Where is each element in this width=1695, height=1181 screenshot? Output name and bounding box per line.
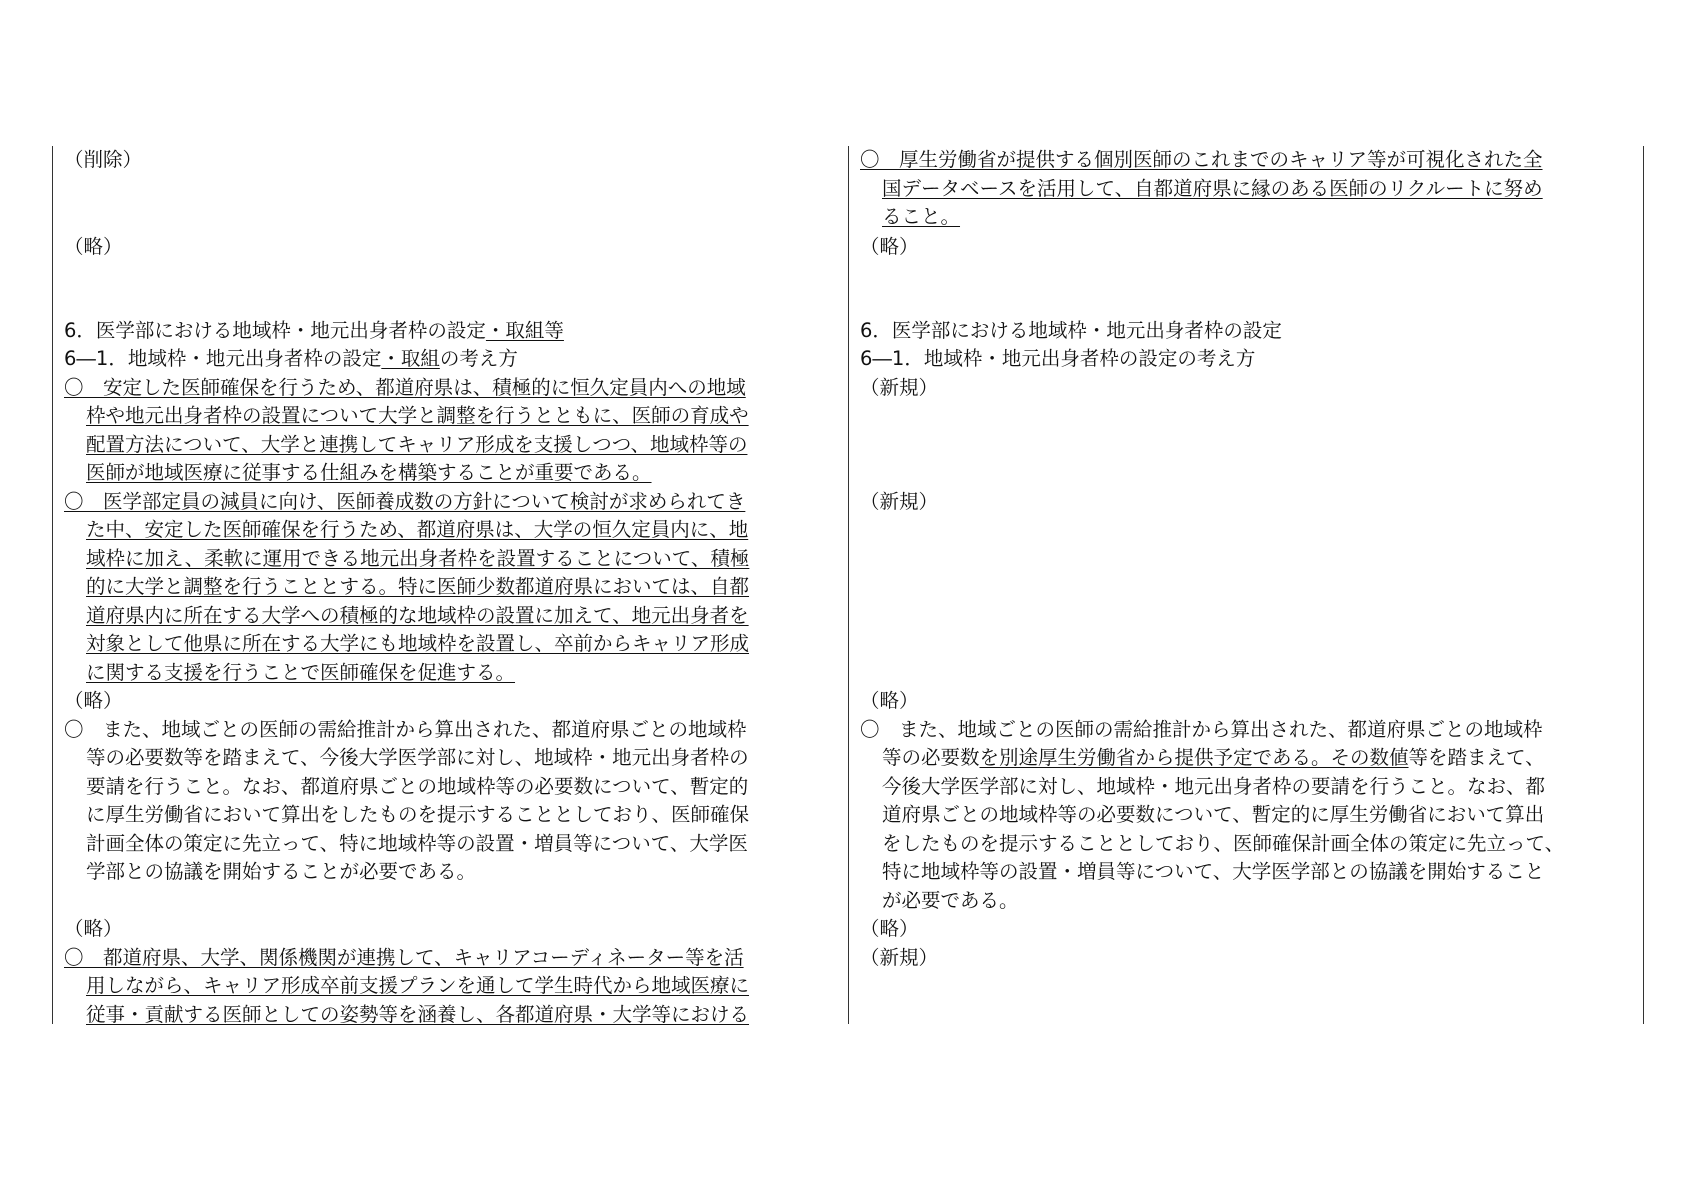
- paragraph-line: ること。: [882, 205, 961, 228]
- omission-note: （略）: [64, 689, 123, 712]
- section-heading-added: ・取組等: [485, 319, 564, 342]
- new-note: （新規）: [860, 490, 939, 513]
- omission-note: （略）: [64, 917, 123, 940]
- paragraph-line: 道府県ごとの地域枠等の必要数について、暫定的に厚生労働省において算出: [882, 803, 1545, 826]
- paragraph-line: 特に地域枠等の設置・増員等について、大学医学部との協議を開始すること: [882, 860, 1545, 883]
- paragraph-line: に厚生労働省において算出をしたものを提示することとしており、医師確保: [86, 803, 750, 826]
- subsection-heading: 6―1．地域枠・地元出身者枠の設定の考え方: [860, 347, 1256, 370]
- paragraph-line: 配置方法について、大学と連携してキャリア形成を支援しつつ、地域枠等の: [86, 433, 748, 456]
- paragraph-line: 医師が地域医療に従事する仕組みを構築することが重要である。: [86, 461, 652, 484]
- paragraph-line: 〇 都道府県、大学、関係機関が連携して、キャリアコーディネーター等を活: [64, 946, 744, 969]
- paragraph-line: 〇 厚生労働省が提供する個別医師のこれまでのキャリア等が可視化された全: [860, 148, 1543, 171]
- table-border-right: [1643, 146, 1644, 1024]
- paragraph-line: 国データベースを活用して、自都道府県に縁のある医師のリクルートに努め: [882, 177, 1543, 200]
- omission-note: （略）: [860, 689, 919, 712]
- paragraph-line: 〇 また、地域ごとの医師の需給推計から算出された、都道府県ごとの地域枠: [64, 718, 747, 741]
- paragraph-line: 今後大学医学部に対し、地域枠・地元出身者枠の要請を行うこと。なお、都: [882, 775, 1546, 798]
- new-note: （新規）: [860, 376, 939, 399]
- paragraph-line: 用しながら、キャリア形成卒前支援プランを通して学生時代から地域医療に: [86, 974, 750, 997]
- paragraph-text: 等を踏まえて、: [1408, 746, 1545, 769]
- paragraph-line: をしたものを提示することとしており、医師確保計画全体の策定に先立って、: [882, 832, 1565, 855]
- paragraph-text-underlined: を別途厚生労働省から提供予定である。その数値: [979, 746, 1409, 769]
- omission-note: （略）: [860, 235, 919, 258]
- paragraph-line: 的に大学と調整を行うこととする。特に医師少数都道府県においては、自都: [86, 575, 750, 598]
- section-heading-text: 6．医学部における地域枠・地元出身者枠の設定: [64, 319, 486, 342]
- paragraph-line: に関する支援を行うことで医師確保を促進する。: [86, 661, 516, 684]
- paragraph-line: 〇 医学部定員の減員に向け、医師養成数の方針について検討が求められてき: [64, 490, 746, 513]
- paragraph-line: 道府県内に所在する大学への積極的な地域枠の設置に加えて、地元出身者を: [86, 604, 749, 627]
- paragraph-line: 〇 安定した医師確保を行うため、都道府県は、積極的に恒久定員内への地域: [64, 376, 746, 399]
- subsection-heading-added: ・取組: [381, 347, 440, 370]
- subsection-heading-suffix: の考え方: [439, 347, 518, 370]
- paragraph-line: 等の必要数等を踏まえて、今後大学医学部に対し、地域枠・地元出身者枠の: [86, 746, 749, 769]
- paragraph-line: 対象として他県に所在する大学にも地域枠を設置し、卒前からキャリア形成: [86, 632, 750, 655]
- subsection-heading: [64, 348, 518, 370]
- paragraph-line: 計画全体の策定に先立って、特に地域枠等の設置・増員等について、大学医: [86, 832, 748, 855]
- paragraph-line: 〇 また、地域ごとの医師の需給推計から算出された、都道府県ごとの地域枠: [860, 718, 1543, 741]
- omission-note: （略）: [64, 235, 123, 258]
- paragraph-line: 枠や地元出身者枠の設置について大学と調整を行うとともに、医師の育成や: [86, 404, 749, 427]
- paragraph-line: 従事・貢献する医師としての姿勢等を涵養し、各都道府県・大学等における: [86, 1003, 750, 1026]
- subsection-heading-text: 6―1．地域枠・地元出身者枠の設定: [64, 347, 382, 370]
- section-heading: 6．医学部における地域枠・地元出身者枠の設定: [860, 319, 1282, 342]
- paragraph-text: 等の必要数: [882, 746, 980, 769]
- paragraph-line: 域枠に加え、柔軟に運用できる地元出身者枠を設置することについて、積極: [86, 547, 750, 570]
- paragraph-line: 学部との協議を開始することが必要である。: [86, 860, 477, 883]
- table-border-middle: [848, 146, 849, 1024]
- deleted-note: （削除）: [64, 148, 143, 171]
- omission-note: （略）: [860, 917, 919, 940]
- new-note: （新規）: [860, 946, 939, 969]
- section-heading: [64, 320, 564, 342]
- paragraph-line: た中、安定した医師確保を行うため、都道府県は、大学の恒久定員内に、地: [86, 518, 749, 541]
- paragraph-line: [882, 747, 1545, 769]
- paragraph-line: 要請を行うこと。なお、都道府県ごとの地域枠等の必要数について、暫定的: [86, 775, 749, 798]
- paragraph-line: が必要である。: [882, 889, 1019, 912]
- table-border-left: [52, 146, 53, 1024]
